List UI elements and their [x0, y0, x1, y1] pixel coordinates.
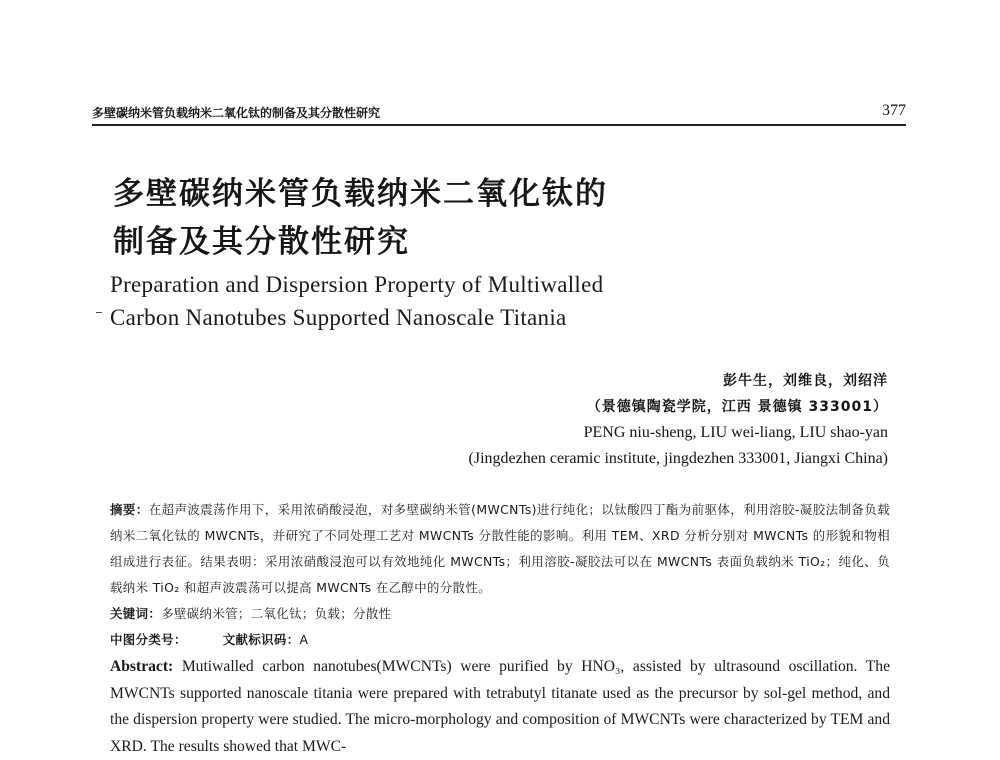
abstract-cn-paragraph [110, 497, 890, 601]
abstract-cn-text: 在超声波震荡作用下，采用浓硝酸浸泡，对多壁碳纳米管(MWCNTs)进行纯化；以钛酸四丁酯为前驱体，利用溶胶-凝胶法制备负载纳米二氧化钛的 MWCNTs，并研究了不同处理工艺对 MWCNTs 分散性能的影响。利用 TEM、XRD 分析分别对 MWCNTs 的形貌和物相组成进行表征。结果表明：采用浓硝酸浸泡可以有效地纯化 MWCNTs；利用溶胶-凝胶法可以在 MWCNTs 表面负载纳米 TiO₂；纯化、负载纳米 TiO₂ 和超声波震荡可以提高 MWCNTs 在乙醇中的分散性。 [110, 502, 891, 595]
doc-code-value: A [299, 632, 309, 647]
title-cn-line-1: 多壁碳纳米管负载纳米二氧化钛的 [113, 176, 608, 212]
title-cn-line-2: 制备及其分散性研究 [113, 224, 410, 260]
abstract-en-label: Abstract: [110, 658, 174, 675]
running-header [92, 102, 906, 126]
abstract-en-text: Mutiwalled carbon nanotubes(MWCNTs) were purified by HNO₃, assisted by ultrasound oscillation. The MWCNTs supported nanoscale titania were prepared with tetrabutyl titanate used as the precursor by sol-gel method, and the dispersion property were studied. The micro-morphology and composition of MWCNTs were characterized by TEM and XRD. The results showed that MWC- [110, 658, 890, 755]
affiliation-cn: （景德镇陶瓷学院，江西 景德镇 333001） [586, 399, 888, 415]
abstract-english [110, 654, 890, 760]
abstract-chinese [110, 497, 890, 653]
running-title: 多壁碳纳米管负载纳米二氧化钛的制备及其分散性研究 [92, 106, 381, 120]
abstract-en-paragraph [110, 654, 890, 760]
abstract-cn-label: 摘要： [110, 502, 149, 517]
title-en-line-1: Preparation and Dispersion Property of Multiwalled [110, 272, 604, 297]
clc-label: 中图分类号： [110, 632, 187, 647]
author-names-cn: 彭牛生，刘维良，刘绍洋 [723, 373, 888, 389]
page-number: 377 [882, 102, 906, 119]
margin-mark [96, 312, 102, 313]
title-chinese [113, 170, 608, 266]
affiliation-en: (Jingdezhen ceramic institute, jingdezhen 333001, Jiangxi China) [468, 450, 888, 467]
author-names-en: PENG niu-sheng, LIU wei-liang, LIU shao-yan [583, 424, 888, 441]
title-en-line-2: Carbon Nanotubes Supported Nanoscale Titania [110, 305, 567, 330]
keywords-label: 关键词： [110, 606, 162, 621]
doc-code-label: 文献标识码： [222, 632, 300, 647]
authors-block [469, 368, 888, 472]
keywords-row [110, 601, 890, 627]
title-english [110, 268, 603, 334]
classification-row [110, 627, 890, 653]
keywords-text: 多壁碳纳米管；二氧化钛；负载；分散性 [161, 606, 392, 621]
